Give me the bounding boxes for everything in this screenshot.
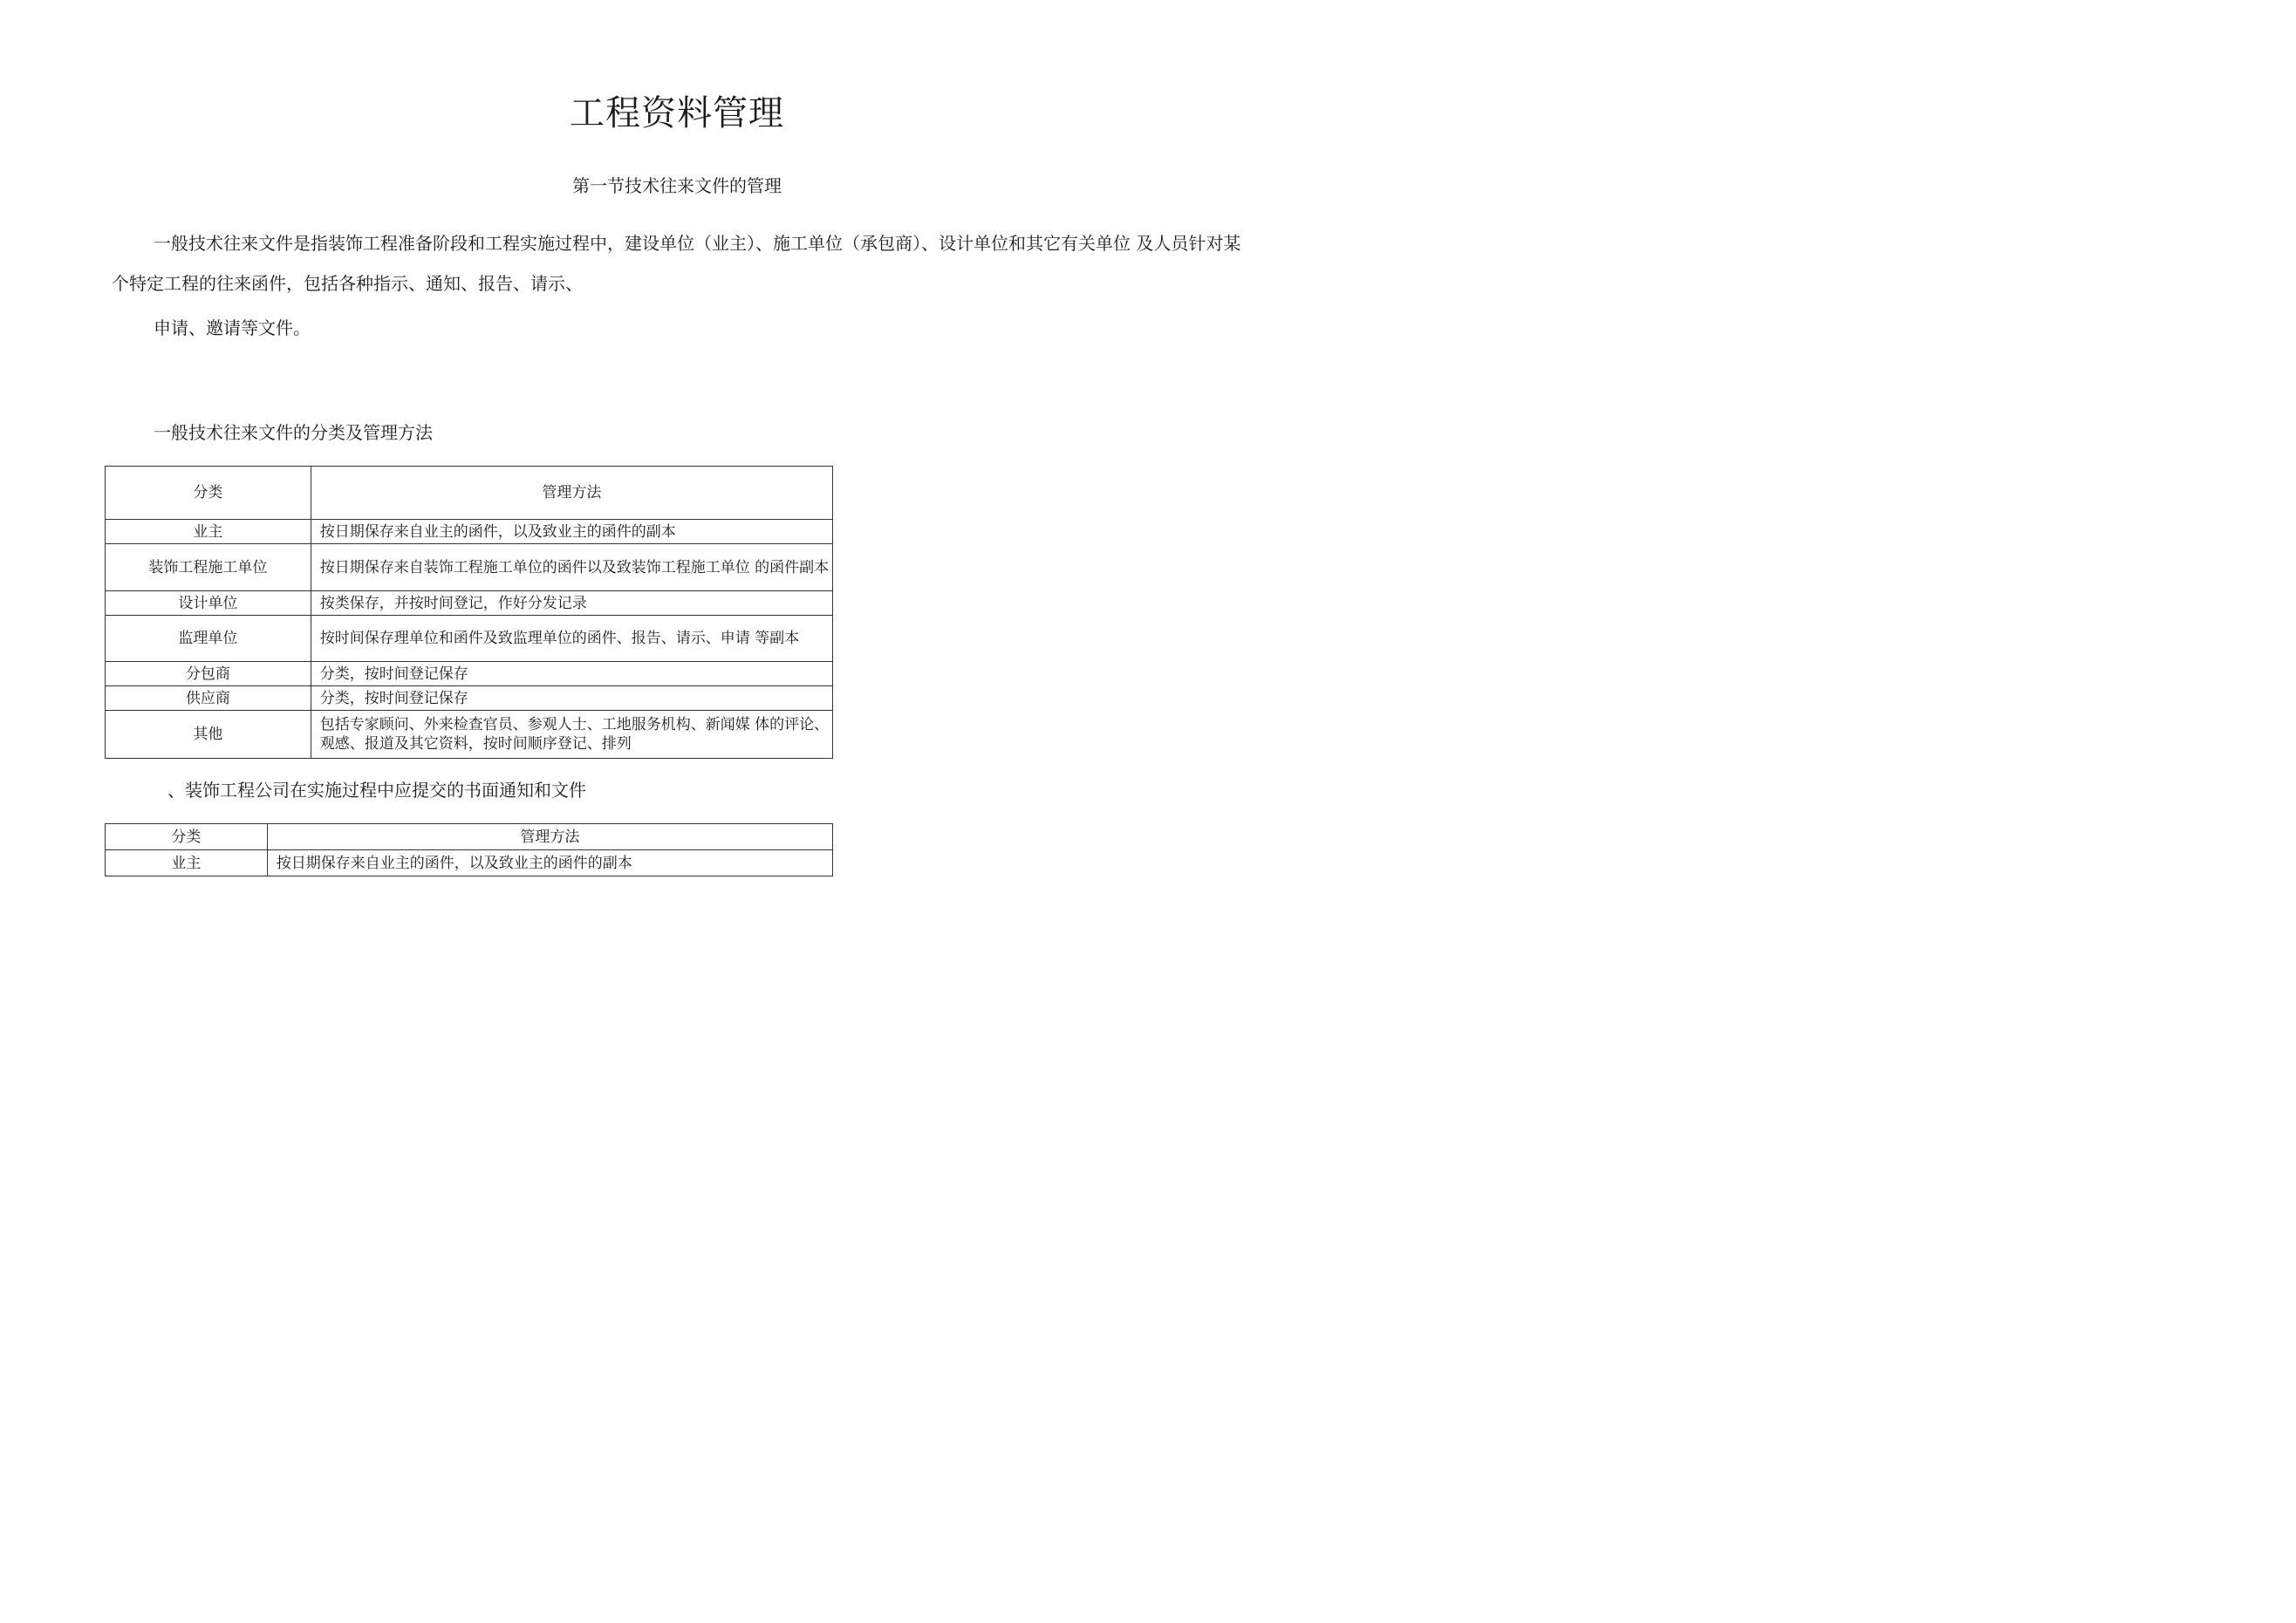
classification-table	[105, 466, 833, 759]
intro-paragraph	[112, 223, 1246, 303]
row-category: 装饰工程施工单位	[106, 544, 311, 591]
row-category: 其他	[106, 711, 311, 759]
header-method: 管理方法	[267, 824, 832, 850]
table-header-row	[106, 467, 833, 520]
intro-paragraph-text: 一般技术往来文件是指装饰工程准备阶段和工程实施过程中，建设单位（业主）、施工单位（承包商）、设计单位和其它有关单位 及人员针对某个特定工程的往来函件，包括各种指示、通知、报告、请示、	[112, 233, 1241, 294]
header-method: 管理方法	[311, 467, 832, 520]
row-category: 业主	[106, 850, 268, 876]
row-method: 分类，按时间登记保存	[311, 686, 832, 711]
header-category: 分类	[106, 467, 311, 520]
row-category: 业主	[106, 520, 311, 544]
table-row	[106, 850, 833, 876]
row-method: 按日期保存来自业主的函件，以及致业主的函件的副本	[267, 850, 832, 876]
table-row	[106, 520, 833, 544]
table-row	[106, 711, 833, 759]
row-method: 按时间保存理单位和函件及致监理单位的函件、报告、请示、申请 等副本	[311, 616, 832, 662]
row-method: 分类，按时间登记保存	[311, 662, 832, 686]
row-method: 按日期保存来自业主的函件，以及致业主的函件的副本	[311, 520, 832, 544]
row-category: 监理单位	[106, 616, 311, 662]
notification-table	[105, 823, 833, 876]
header-category: 分类	[106, 824, 268, 850]
document-page	[0, 0, 1354, 963]
row-category: 供应商	[106, 686, 311, 711]
table-row	[106, 616, 833, 662]
row-method: 按类保存，并按时间登记，作好分发记录	[311, 591, 832, 616]
row-method: 包括专家顾问、外来检查官员、参观人士、工地服务机构、新闻媒 体的评论、观感、报道及其它资料，按时间顺序登记、排列	[311, 711, 832, 759]
table1-caption: 一般技术往来文件的分类及管理方法	[154, 422, 433, 443]
table-row	[106, 591, 833, 616]
row-category: 分包商	[106, 662, 311, 686]
intro-paragraph-continued: 申请、邀请等文件。	[154, 317, 311, 338]
table-row	[106, 662, 833, 686]
table2-caption: 、装饰工程公司在实施过程中应提交的书面通知和文件	[167, 780, 586, 801]
section-heading: 第一节技术往来文件的管理	[572, 175, 782, 196]
table-row	[106, 686, 833, 711]
table-row	[106, 544, 833, 591]
document-title: 工程资料管理	[570, 93, 784, 133]
table-header-row	[106, 824, 833, 850]
row-method: 按日期保存来自装饰工程施工单位的函件以及致装饰工程施工单位 的函件副本	[311, 544, 832, 591]
row-category: 设计单位	[106, 591, 311, 616]
